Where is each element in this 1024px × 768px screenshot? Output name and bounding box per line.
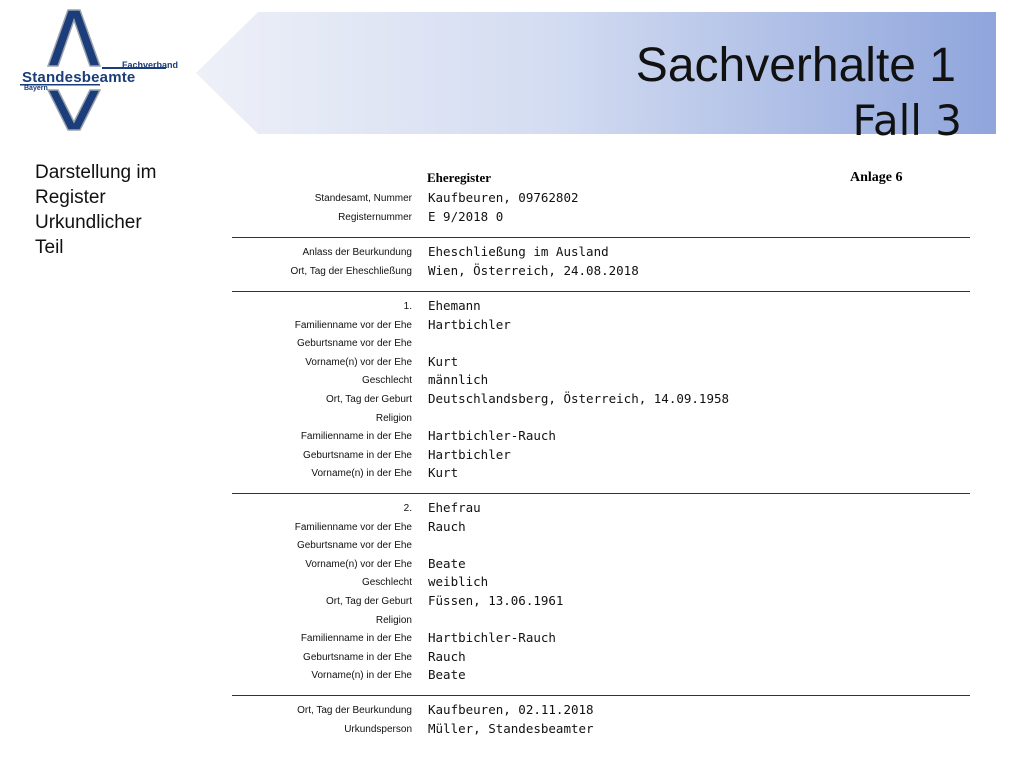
register-row [226, 354, 986, 372]
register-row [226, 721, 986, 739]
register-value: Hartbichler-Rauch [428, 630, 556, 646]
register-value: Rauch [428, 518, 466, 534]
register-label: Geburtsname in der Ehe [303, 449, 412, 461]
register-row [226, 649, 986, 667]
register-row [226, 630, 986, 648]
register-row [226, 391, 986, 409]
eheregister-document [226, 160, 986, 760]
register-row [226, 447, 986, 465]
register-row [226, 244, 986, 262]
section-divider [232, 493, 970, 494]
register-label: 2. [403, 503, 412, 514]
register-row [226, 702, 986, 720]
register-value: Kaufbeuren, 02.11.2018 [428, 702, 594, 717]
register-label: Religion [375, 412, 412, 424]
register-row [226, 519, 986, 537]
register-label: Geburtsname vor der Ehe [296, 540, 412, 552]
register-value: Müller, Standesbeamter [428, 720, 594, 736]
register-value: Hartbichler [428, 316, 511, 332]
page-title: Sachverhalte 1 [635, 39, 956, 92]
caption-line: Teil [35, 237, 64, 258]
page-subtitle: Fall 3 [852, 96, 962, 145]
register-title: Eheregister [427, 170, 492, 185]
register-label: Ort, Tag der Geburt [326, 394, 412, 405]
register-row [226, 428, 986, 446]
register-label: Vorname(n) vor der Ehe [305, 558, 412, 570]
fachverband-logo [18, 6, 194, 134]
register-label: Anlass der Beurkundung [302, 247, 412, 258]
register-label: Familienname in der Ehe [300, 633, 412, 645]
register-row [226, 372, 986, 390]
register-label: Vorname(n) vor der Ehe [305, 356, 412, 368]
register-label: 1. [403, 301, 412, 312]
register-label: Urkundsperson [344, 723, 412, 735]
register-anlage: Anlage 6 [850, 170, 903, 185]
register-value: Ehefrau [428, 500, 481, 515]
register-value: Eheschließung im Ausland [428, 244, 609, 259]
register-value: Beate [428, 667, 466, 683]
register-value: Rauch [428, 648, 466, 664]
register-label: Ort, Tag der Geburt [326, 596, 412, 607]
register-row [226, 556, 986, 574]
register-row [226, 335, 986, 353]
register-row [226, 500, 986, 518]
register-value: Hartbichler [428, 446, 511, 462]
register-value: Kurt [428, 353, 459, 369]
register-value: Füssen, 13.06.1961 [428, 593, 564, 608]
register-row [226, 593, 986, 611]
register-label: Geburtsname in der Ehe [303, 651, 412, 663]
register-value: Kurt [428, 465, 459, 481]
register-row [226, 298, 986, 316]
register-row [226, 410, 986, 428]
register-value: weiblich [428, 574, 489, 590]
register-value: E 9/2018 0 [428, 208, 504, 224]
register-label: Ort, Tag der Beurkundung [297, 705, 412, 716]
register-value: Beate [428, 555, 466, 571]
register-value: Hartbichler-Rauch [428, 428, 556, 444]
section-divider [232, 695, 970, 696]
register-label: Religion [375, 614, 412, 626]
register-row [226, 537, 986, 555]
register-value: Wien, Österreich, 24.08.2018 [428, 262, 639, 278]
register-value: Deutschlandsberg, Österreich, 14.09.1958 [428, 391, 730, 406]
register-label: Vorname(n) in der Ehe [311, 670, 412, 682]
register-row [226, 317, 986, 335]
register-row [226, 209, 986, 227]
caption-line: Darstellung im [35, 162, 157, 183]
header-banner [196, 12, 996, 145]
caption-line: Urkundlicher [35, 212, 142, 233]
register-row [226, 190, 986, 208]
register-label: Standesamt, Nummer [314, 193, 412, 204]
register-label: Familienname vor der Ehe [294, 521, 412, 533]
register-label: Registernummer [338, 211, 412, 223]
register-value: Kaufbeuren, 09762802 [428, 190, 579, 205]
logo-fachverband: Fachverband [122, 60, 179, 70]
register-label: Familienname vor der Ehe [294, 319, 412, 331]
caption-line: Register [35, 187, 106, 208]
register-row [226, 612, 986, 630]
register-label: Geschlecht [361, 577, 412, 589]
register-label: Geschlecht [361, 375, 412, 387]
register-row [226, 263, 986, 281]
logo-bayern: Bayern [24, 85, 48, 92]
section-divider [232, 291, 970, 292]
register-value: männlich [428, 372, 489, 388]
register-label: Vorname(n) in der Ehe [311, 468, 412, 480]
register-label: Familienname in der Ehe [300, 431, 412, 443]
logo-standesbeamte: Standesbeamte [22, 69, 136, 86]
section-divider [232, 237, 970, 238]
register-label: Geburtsname vor der Ehe [296, 338, 412, 350]
caption [35, 160, 195, 260]
register-value: Ehemann [428, 298, 481, 313]
register-row [226, 667, 986, 685]
register-label: Ort, Tag der Eheschließung [290, 265, 412, 277]
register-row [226, 574, 986, 592]
register-row [226, 465, 986, 483]
